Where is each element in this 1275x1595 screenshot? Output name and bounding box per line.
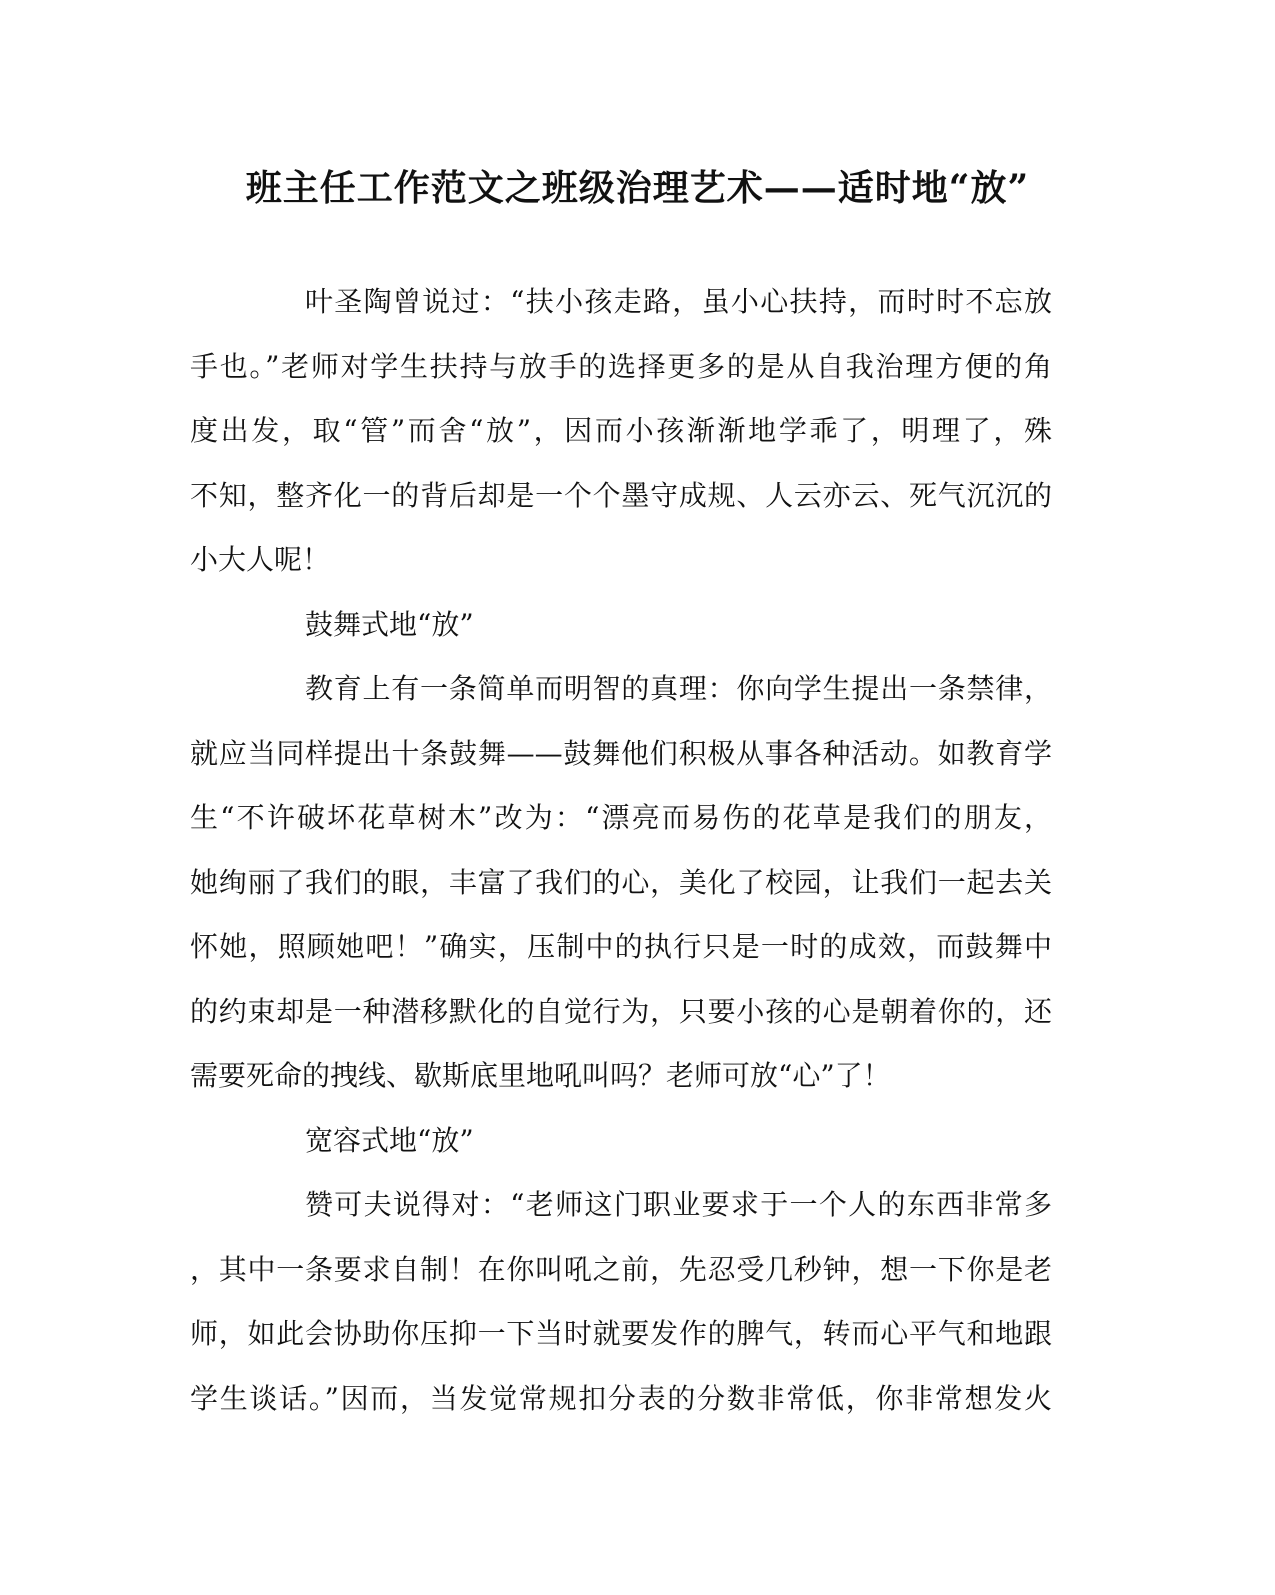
paragraph-line: 师，如此会协助你压抑一下当时就要发作的脾气，转而心平气和地跟 — [190, 1317, 1052, 1350]
paragraph-line: 怀她，照顾她吧！”确实，压制中的执行只是一时的成效，而鼓舞中 — [190, 930, 1052, 963]
paragraph-line: 赞可夫说得对：“老师这门职业要求于一个人的东西非常多 — [305, 1188, 1052, 1221]
paragraph-line: 叶圣陶曾说过：“扶小孩走路，虽小心扶持，而时时不忘放 — [305, 285, 1052, 318]
paragraph-line: 的约束却是一种潜移默化的自觉行为，只要小孩的心是朝着你的，还 — [190, 994, 1052, 1028]
paragraph-line: 学生谈话。”因而，当发觉常规扣分表的分数非常低，你非常想发火 — [190, 1381, 1052, 1415]
section-heading: 鼓舞式地“放” — [305, 607, 474, 641]
paragraph-line: 需要死命的拽线、歇斯底里地吼叫吗？老师可放“心”了！ — [190, 1059, 891, 1092]
paragraph-line: 度出发，取“管”而舍“放”，因而小孩渐渐地学乖了，明理了，殊 — [190, 414, 1052, 447]
paragraph-line: 教育上有一条简单而明智的真理：你向学生提出一条禁律， — [305, 672, 1052, 705]
paragraph-line: 生“不许破坏花草树木”改为：“漂亮而易伤的花草是我们的朋友， — [190, 801, 1052, 834]
paragraph-line: 就应当同样提出十条鼓舞——鼓舞他们积极从事各种活动。如教育学 — [190, 736, 1052, 770]
paragraph-line: ，其中一条要求自制！在你叫吼之前，先忍受几秒钟，想一下你是老 — [190, 1252, 1052, 1286]
paragraph-line: 手也。”老师对学生扶持与放手的选择更多的是从自我治理方便的角 — [190, 349, 1052, 383]
paragraph-line: 不知，整齐化一的背后却是一个个墨守成规、人云亦云、死气沉沉的 — [190, 478, 1052, 512]
document-body — [190, 270, 1052, 1431]
paragraph-line: 她绚丽了我们的眼，丰富了我们的心，美化了校园，让我们一起去关 — [190, 865, 1052, 899]
document-title: 班主任工作范文之班级治理艺术——适时地“放” — [245, 167, 1030, 209]
paragraph-line: 小大人呢！ — [190, 543, 331, 576]
section-heading: 宽容式地“放” — [305, 1123, 474, 1157]
